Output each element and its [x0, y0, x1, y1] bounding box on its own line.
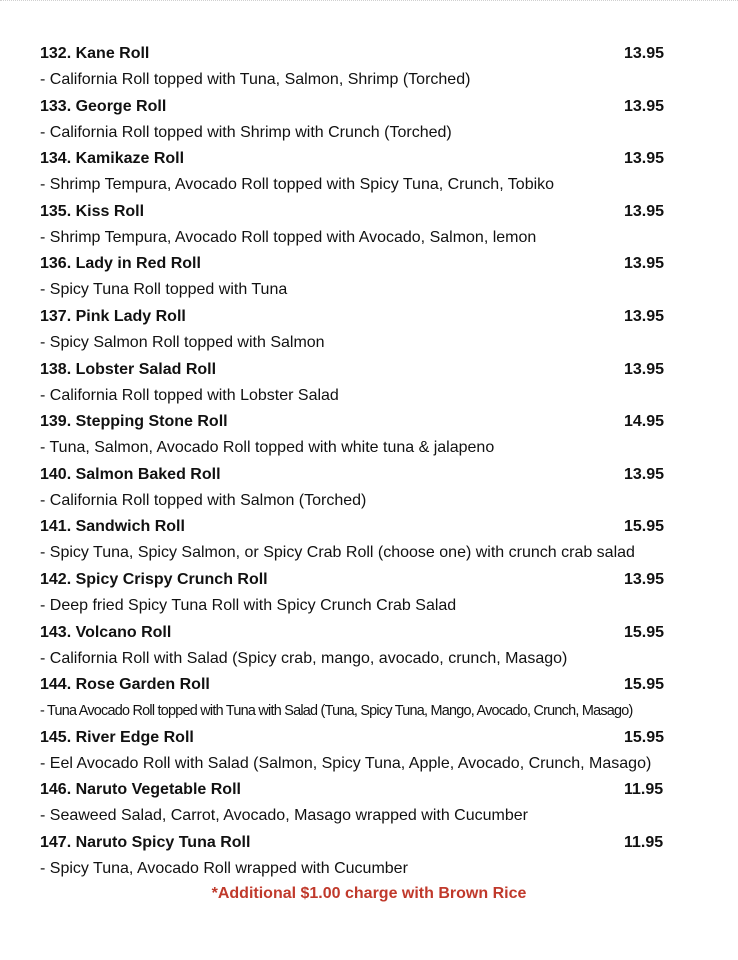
- item-price: 15.95: [624, 676, 665, 694]
- item-description: - California Roll topped with Salmon (Torched): [40, 491, 367, 509]
- item-price: 13.95: [624, 150, 665, 168]
- item-name: 134. Kamikaze Roll: [40, 150, 185, 168]
- item-price: 11.95: [624, 781, 664, 799]
- item-name: 133. George Roll: [40, 97, 167, 115]
- item-description: - California Roll topped with Tuna, Salmon, Shrimp (Torched): [40, 71, 471, 88]
- item-price: 13.95: [624, 202, 665, 220]
- item-name: 147. Naruto Spicy Tuna Roll: [40, 833, 251, 851]
- top-divider: [0, 0, 738, 3]
- list-item: [40, 199, 700, 252]
- item-description: - Spicy Tuna, Spicy Salmon, or Spicy Crab Roll (choose one) with crunch crab salad: [40, 544, 635, 562]
- item-description: - California Roll topped with Lobster Salad: [40, 386, 339, 404]
- list-item: [40, 146, 700, 199]
- item-name: 132. Kane Roll: [40, 45, 150, 62]
- item-price: 13.95: [624, 307, 665, 325]
- list-item: [40, 357, 700, 410]
- list-item: [40, 830, 700, 883]
- list-item: [40, 567, 700, 620]
- item-name: 138. Lobster Salad Roll: [40, 360, 217, 378]
- item-description: - Seaweed Salad, Carrot, Avocado, Masago wrapped with Cucumber: [40, 807, 528, 825]
- item-price: 11.95: [624, 833, 664, 851]
- item-description: - California Roll with Salad (Spicy crab, mango, avocado, crunch, Masago): [40, 649, 568, 667]
- item-name: 137. Pink Lady Roll: [40, 307, 186, 325]
- item-description: - Deep fried Spicy Tuna Roll with Spicy Crunch Crab Salad: [40, 596, 457, 614]
- list-item: [40, 304, 700, 357]
- item-description: - Spicy Salmon Roll topped with Salmon: [40, 333, 325, 351]
- item-description: - Eel Avocado Roll with Salad (Salmon, Spicy Tuna, Apple, Avocado, Crunch, Masago): [40, 754, 652, 772]
- item-price: 13.95: [624, 360, 665, 378]
- item-description: - Tuna, Salmon, Avocado Roll topped with white tuna & jalapeno: [40, 439, 495, 457]
- list-item: [40, 514, 700, 567]
- item-price: 13.95: [624, 465, 665, 483]
- item-name: 136. Lady in Red Roll: [40, 255, 201, 273]
- list-item: [40, 462, 700, 515]
- item-description: - Spicy Tuna, Avocado Roll wrapped with Cucumber: [40, 859, 408, 877]
- item-description: - Tuna Avocado Roll topped with Tuna with Salad (Tuna, Spicy Tuna, Mango, Avocado, Crunch, Masago): [40, 703, 633, 720]
- item-description: - Shrimp Tempura, Avocado Roll topped with Avocado, Salmon, lemon: [40, 228, 537, 246]
- item-price: 13.95: [624, 570, 665, 588]
- item-price: 13.95: [624, 45, 665, 62]
- item-price: 13.95: [624, 255, 665, 273]
- list-item: [40, 409, 700, 462]
- item-price: 15.95: [624, 518, 665, 536]
- item-price: 13.95: [624, 97, 665, 115]
- item-name: 141. Sandwich Roll: [40, 518, 185, 536]
- item-name: 135. Kiss Roll: [40, 202, 145, 220]
- item-description: - Spicy Tuna Roll topped with Tuna: [40, 281, 288, 299]
- list-item: [40, 94, 700, 147]
- item-price: 14.95: [624, 413, 665, 431]
- item-description: - California Roll topped with Shrimp with Crunch (Torched): [40, 123, 452, 141]
- item-description: - Shrimp Tempura, Avocado Roll topped with Spicy Tuna, Crunch, Tobiko: [40, 176, 555, 194]
- item-name: 142. Spicy Crispy Crunch Roll: [40, 570, 268, 588]
- item-name: 144. Rose Garden Roll: [40, 676, 210, 694]
- item-name: 140. Salmon Baked Roll: [40, 465, 221, 483]
- list-item: [40, 251, 700, 304]
- list-item: [40, 777, 700, 830]
- item-name: 143. Volcano Roll: [40, 623, 172, 641]
- brown-rice-note: [0, 885, 738, 903]
- list-item: [40, 41, 700, 94]
- item-name: 146. Naruto Vegetable Roll: [40, 781, 241, 799]
- item-name: 145. River Edge Roll: [40, 728, 194, 746]
- list-item: [40, 725, 700, 778]
- item-name: 139. Stepping Stone Roll: [40, 413, 228, 431]
- item-price: 15.95: [624, 623, 665, 641]
- list-item: [40, 620, 700, 673]
- list-item: [40, 672, 700, 725]
- footnote-text: *Additional $1.00 charge with Brown Rice: [211, 885, 527, 902]
- item-price: 15.95: [624, 728, 665, 746]
- menu-list: [40, 41, 700, 883]
